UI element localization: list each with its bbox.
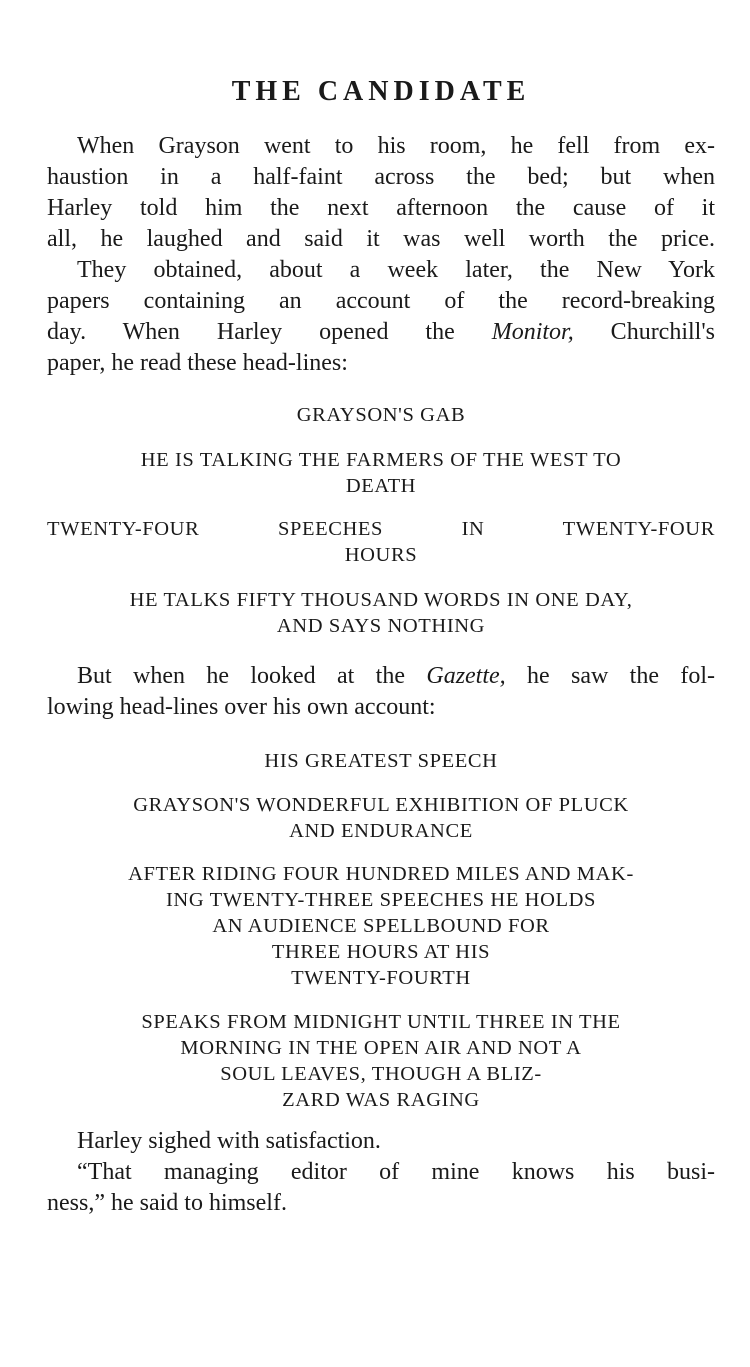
headline-line: HE IS TALKING THE FARMERS OF THE WEST TO (140, 449, 622, 471)
headline-line: AFTER RIDING FOUR HUNDRED MILES AND MAK- (128, 863, 634, 885)
headline-line: HE TALKS FIFTY THOUSAND WORDS IN ONE DAY, (129, 589, 633, 611)
paragraph-5 (47, 1157, 715, 1219)
headline-line: HIS GREATEST SPEECH (264, 750, 498, 772)
page-title: THE CANDIDATE (231, 76, 531, 107)
paragraph-3 (47, 661, 715, 723)
text-line (47, 317, 715, 348)
text-span: Churchill's (573, 319, 715, 345)
text-span: he saw the fol- (505, 663, 716, 689)
monitor-headline-2 (47, 447, 715, 499)
text-span: But when he looked at the (77, 663, 427, 689)
text-line (47, 1157, 715, 1188)
headline-line: AND ENDURANCE (289, 820, 473, 842)
gazette-headline-2 (47, 792, 715, 844)
text-span: Harley sighed with satisfaction. (77, 1128, 381, 1154)
gazette-headline-4 (47, 1009, 715, 1113)
text-span: When Grayson went to his room, he fell from ex- (77, 133, 715, 159)
paragraph-2 (47, 255, 715, 379)
headline-line: SOUL LEAVES, THOUGH A BLIZ- (220, 1063, 542, 1085)
headline-line: GRAYSON'S WONDERFUL EXHIBITION OF PLUCK (133, 794, 629, 816)
text-line (47, 255, 715, 286)
text-line: lowing head-lines over his own account: (47, 694, 436, 720)
newspaper-name-gazette: Gazette, (426, 663, 506, 689)
text-line: paper, he read these head-lines: (47, 350, 348, 376)
text-line (47, 131, 715, 162)
headline-line: AND SAYS NOTHING (276, 615, 486, 637)
text-span: “That managing editor of mine knows his busi- (77, 1159, 715, 1185)
monitor-headline-3 (47, 516, 715, 568)
paragraph-1 (47, 131, 715, 255)
text-span: They obtained, about a week later, the New York (77, 257, 715, 283)
gazette-headline-1 (47, 748, 715, 774)
headline-line: TWENTY-FOURTH (291, 967, 471, 989)
text-line: papers containing an account of the record-breaking (47, 288, 715, 314)
text-line: Harley told him the next afternoon the cause of it (47, 195, 715, 221)
gazette-headline-3 (47, 861, 715, 991)
headline-line: GRAYSON'S GAB (296, 404, 466, 426)
monitor-headline-4 (47, 587, 715, 639)
headline-line: THREE HOURS AT HIS (271, 941, 491, 963)
headline-line: ZARD WAS RAGING (282, 1089, 480, 1111)
headline-line: SPEAKS FROM MIDNIGHT UNTIL THREE IN THE (141, 1011, 621, 1033)
headline-line: HOURS (344, 544, 418, 566)
text-line (47, 661, 715, 692)
headline-line: TWENTY-FOUR SPEECHES IN TWENTY-FOUR (47, 518, 715, 540)
text-line: all, he laughed and said it was well worth the price. (47, 226, 715, 252)
headline-line: ING TWENTY-THREE SPEECHES HE HOLDS (166, 889, 596, 911)
text-line (47, 1126, 715, 1157)
newspaper-name-monitor: Monitor, (491, 319, 574, 345)
monitor-headline-1 (47, 402, 715, 428)
text-line: haustion in a half-faint across the bed; but when (47, 164, 715, 190)
headline-line: DEATH (345, 475, 417, 497)
headline-line: AN AUDIENCE SPELLBOUND FOR (212, 915, 550, 937)
paragraph-4 (47, 1126, 715, 1157)
headline-line: MORNING IN THE OPEN AIR AND NOT A (180, 1037, 582, 1059)
text-line: ness,” he said to himself. (47, 1190, 287, 1216)
text-span: day. When Harley opened the (47, 319, 492, 345)
